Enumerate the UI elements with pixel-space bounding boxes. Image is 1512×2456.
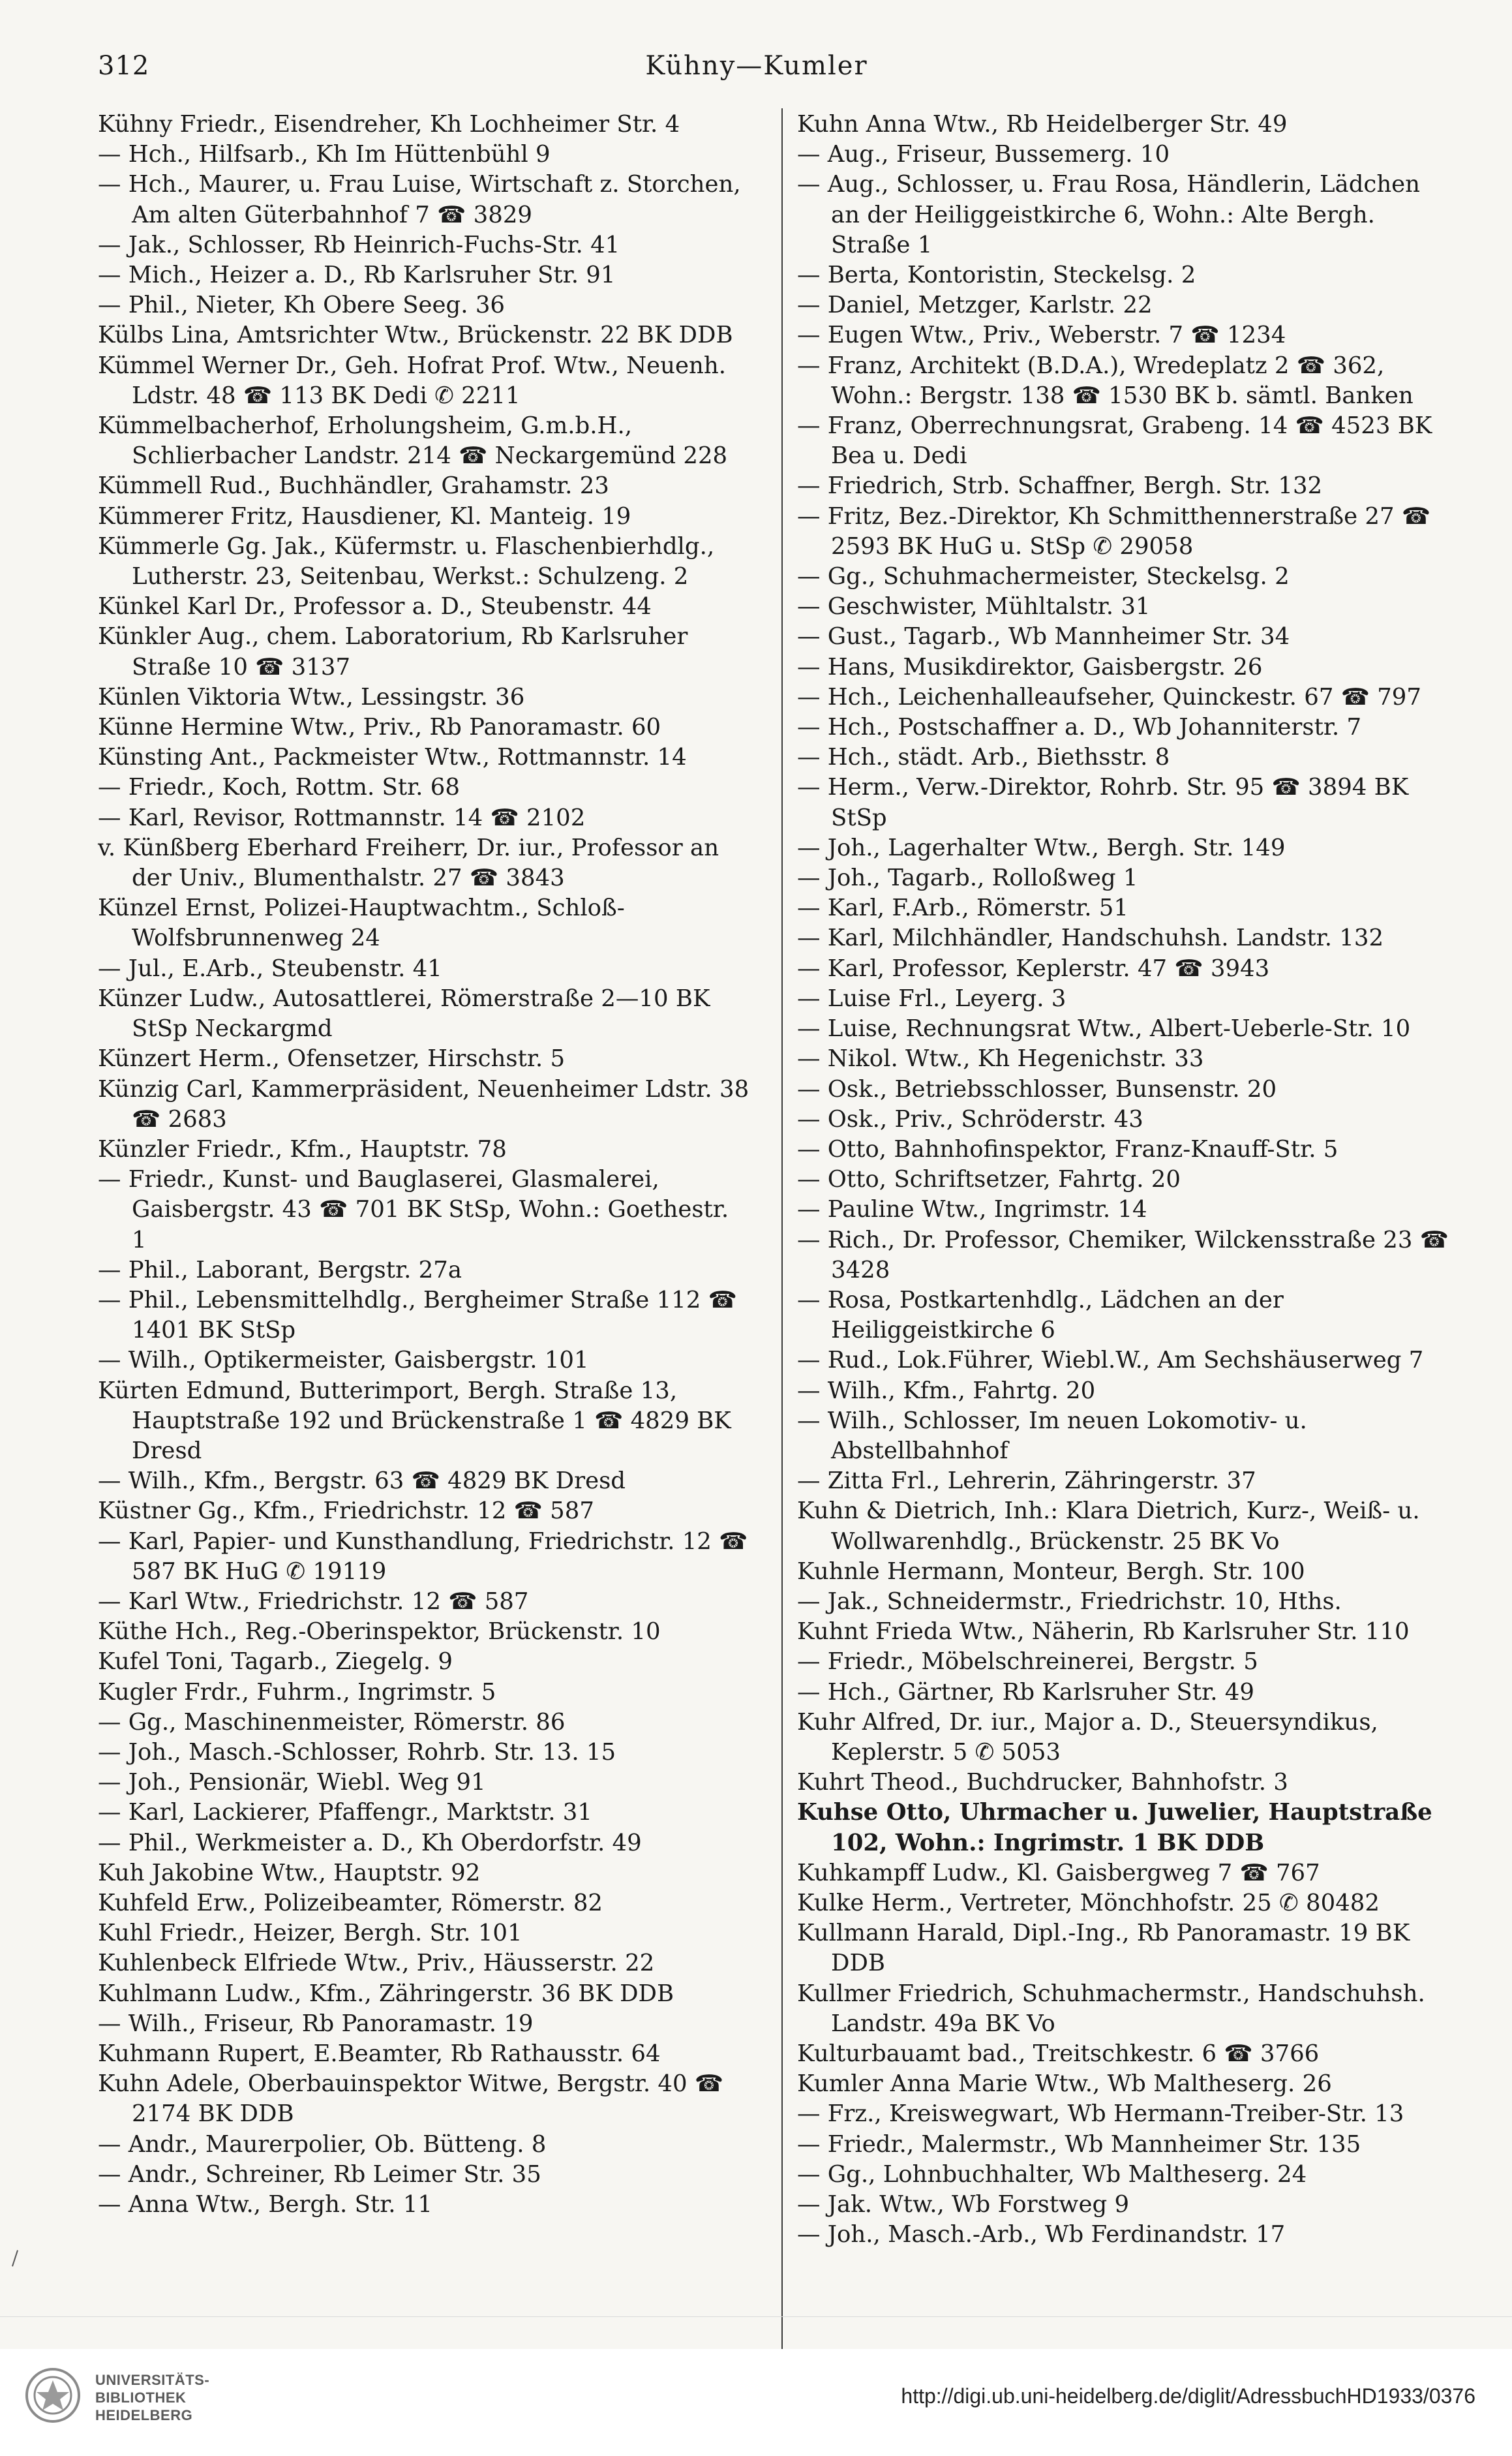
directory-entry: — Berta, Kontoristin, Steckelsg. 2: [797, 262, 1196, 289]
directory-entry: — Anna Wtw., Bergh. Str. 11: [98, 2191, 432, 2218]
directory-entry: — Herm., Verw.-Direktor, Rohrb. Str. 95 ☎ 3894 BK StSp: [797, 774, 1409, 831]
directory-entry: Kugler Frdr., Fuhrm., Ingrimstr. 5: [98, 1678, 496, 1706]
logo-line: UNIVERSITÄTS-: [95, 2372, 210, 2388]
directory-entry: — Phil., Lebensmittelhdlg., Bergheimer Straße 112 ☎ 1401 BK StSp: [98, 1286, 737, 1344]
directory-entry: — Osk., Priv., Schröderstr. 43: [797, 1105, 1143, 1133]
directory-entry: v. Künßberg Eberhard Freiherr, Dr. iur., Professor an der Univ., Blumenthalstr. 27 ☎ 3843: [98, 834, 719, 892]
directory-entry: — Friedr., Kunst- und Bauglaserei, Glasmalerei, Gaisbergstr. 43 ☎ 701 BK StSp, Wohn.: Goethestr. 1: [98, 1166, 729, 1253]
directory-entry: — Aug., Friseur, Bussemerg. 10: [797, 141, 1170, 168]
directory-entry: Künkel Karl Dr., Professor a. D., Steubenstr. 44: [98, 593, 652, 621]
directory-entry: Kuhrt Theod., Buchdrucker, Bahnhofstr. 3: [797, 1769, 1288, 1796]
directory-entry: — Rud., Lok.Führer, Wiebl.W., Am Sechshäuserweg 7: [797, 1347, 1424, 1374]
directory-entry: Kümmerle Gg. Jak., Küfermstr. u. Flaschenbierhdlg., Lutherstr. 23, Seitenbau, Werkst.: Schulzeng. 2: [98, 532, 715, 591]
directory-entry: — Wilh., Friseur, Rb Panoramastr. 19: [98, 2010, 534, 2037]
directory-entry: — Geschwister, Mühltalstr. 31: [797, 593, 1151, 621]
directory-entry: — Frz., Kreiswegwart, Wb Hermann-Treiber-Str. 13: [797, 2100, 1404, 2128]
directory-entry: — Hch., Postschaffner a. D., Wb Johanniterstr. 7: [797, 714, 1362, 741]
directory-entry: — Hch., städt. Arb., Biethsstr. 8: [797, 744, 1170, 771]
directory-entry: Künkler Aug., chem. Laboratorium, Rb Karlsruher Straße 10 ☎ 3137: [98, 623, 688, 681]
directory-entry: Kulturbauamt bad., Treitschkestr. 6 ☎ 3766: [797, 2040, 1320, 2067]
directory-entry: Kuhse Otto, Uhrmacher u. Juwelier, Hauptstraße 102, Wohn.: Ingrimstr. 1 BK DDB: [797, 1799, 1432, 1856]
running-head: Kühny—Kumler: [645, 51, 868, 81]
directory-entry: — Friedr., Möbelschreinerei, Bergstr. 5: [797, 1648, 1258, 1676]
directory-entry: — Phil., Nieter, Kh Obere Seeg. 36: [98, 292, 506, 319]
directory-entry: — Friedr., Koch, Rottm. Str. 68: [98, 774, 460, 801]
library-logo[interactable]: [23, 2362, 239, 2434]
directory-entry: Kuh Jakobine Wtw., Hauptstr. 92: [98, 1859, 481, 1886]
directory-entry: — Gust., Tagarb., Wb Mannheimer Str. 34: [797, 623, 1290, 651]
directory-entry: Künlen Viktoria Wtw., Lessingstr. 36: [98, 683, 525, 711]
directory-entry: — Hch., Maurer, u. Frau Luise, Wirtschaft z. Storchen, Am alten Güterbahnhof 7 ☎ 3829: [98, 171, 741, 228]
directory-entry: — Joh., Pensionär, Wiebl. Weg 91: [98, 1769, 486, 1796]
directory-entry: Kümmell Rud., Buchhändler, Grahamstr. 23: [98, 472, 609, 500]
directory-entry: — Karl, F.Arb., Römerstr. 51: [797, 895, 1128, 922]
directory-entry: — Osk., Betriebsschlosser, Bunsenstr. 20: [797, 1075, 1277, 1103]
directory-entry: Kümmelbacherhof, Erholungsheim, G.m.b.H., Schlierbacher Landstr. 214 ☎ Neckargemünd 228: [98, 412, 728, 470]
directory-entry: — Joh., Masch.-Arb., Wb Ferdinandstr. 17: [797, 2221, 1286, 2249]
directory-entry: — Wilh., Schlosser, Im neuen Lokomotiv- u. Abstellbahnhof: [797, 1407, 1307, 1464]
page-number: 312: [98, 51, 150, 81]
directory-entry: — Luise Frl., Leyerg. 3: [797, 985, 1066, 1012]
directory-entry: — Rich., Dr. Professor, Chemiker, Wilckensstraße 23 ☎ 3428: [797, 1226, 1449, 1283]
directory-entry: — Otto, Schriftsetzer, Fahrtg. 20: [797, 1166, 1181, 1193]
library-name: [95, 2371, 245, 2424]
directory-entry: Kuhkampff Ludw., Kl. Gaisbergweg 7 ☎ 767: [797, 1859, 1320, 1886]
directory-entry: Kümmerer Fritz, Hausdiener, Kl. Manteig. 19: [98, 502, 631, 530]
directory-entry: Künzer Ludw., Autosattlerei, Römerstraße 2—10 BK StSp Neckargmd: [98, 985, 710, 1043]
margin-mark: [12, 2250, 18, 2266]
directory-entry: Kuhr Alfred, Dr. iur., Major a. D., Steuersyndikus, Keplerstr. 5 ✆ 5053: [797, 1708, 1378, 1766]
directory-entry: — Hch., Hilfsarb., Kh Im Hüttenbühl 9: [98, 141, 551, 168]
directory-entry: — Mich., Heizer a. D., Rb Karlsruher Str. 91: [98, 262, 616, 289]
directory-entry: — Gg., Schuhmachermeister, Steckelsg. 2: [797, 563, 1290, 591]
directory-entry: — Karl, Milchhändler, Handschuhsh. Landstr. 132: [797, 925, 1384, 952]
directory-entry: — Joh., Masch.-Schlosser, Rohrb. Str. 13. 15: [98, 1738, 616, 1766]
directory-entry: — Franz, Oberrechnungsrat, Grabeng. 14 ☎ 4523 BK Bea u. Dedi: [797, 412, 1432, 470]
directory-entry: Küthe Hch., Reg.-Oberinspektor, Brückenstr. 10: [98, 1618, 661, 1646]
directory-entry: Kullmann Harald, Dipl.-Ing., Rb Panoramastr. 19 BK DDB: [797, 1920, 1410, 1977]
directory-entry: Kuhmann Rupert, E.Beamter, Rb Rathausstr. 64: [98, 2040, 661, 2067]
directory-entry: Kürten Edmund, Butterimport, Bergh. Straße 13, Hauptstraße 192 und Brückenstraße 1 ☎ 4829 BK Dresd: [98, 1377, 731, 1464]
directory-entry: — Jak., Schneidermstr., Friedrichstr. 10, Hths.: [797, 1588, 1342, 1615]
directory-entry: — Aug., Schlosser, u. Frau Rosa, Händlerin, Lädchen an der Heiliggeistkirche 6, Wohn.: Alte Bergh. Straße 1: [797, 171, 1421, 258]
directory-entry: Künne Hermine Wtw., Priv., Rb Panoramastr. 60: [98, 714, 661, 741]
directory-entry: — Rosa, Postkartenhdlg., Lädchen an der Heiliggeistkirche 6: [797, 1286, 1284, 1344]
directory-entry: — Hans, Musikdirektor, Gaisbergstr. 26: [797, 653, 1263, 681]
directory-entry: Kumler Anna Marie Wtw., Wb Maltheserg. 26: [797, 2070, 1332, 2098]
directory-entry: Küstner Gg., Kfm., Friedrichstr. 12 ☎ 587: [98, 1497, 594, 1525]
left-column: [98, 110, 750, 2220]
column-divider: [781, 108, 783, 2366]
directory-entry: Kuhn Adele, Oberbauinspektor Witwe, Bergstr. 40 ☎ 2174 BK DDB: [98, 2070, 724, 2128]
directory-entry: Kümmel Werner Dr., Geh. Hofrat Prof. Wtw., Neuenh. Ldstr. 48 ☎ 113 BK Dedi ✆ 2211: [98, 352, 727, 409]
directory-entry: Kufel Toni, Tagarb., Ziegelg. 9: [98, 1648, 453, 1676]
directory-entry: — Joh., Lagerhalter Wtw., Bergh. Str. 149: [797, 834, 1286, 861]
directory-entry: — Zitta Frl., Lehrerin, Zähringerstr. 37: [797, 1467, 1256, 1495]
directory-entry: — Nikol. Wtw., Kh Hegenichstr. 33: [797, 1045, 1204, 1073]
directory-entry: — Jul., E.Arb., Steubenstr. 41: [98, 955, 442, 982]
directory-entry: Künzler Friedr., Kfm., Hauptstr. 78: [98, 1135, 507, 1163]
viewer-footer: [0, 2349, 1512, 2456]
page-header: [98, 51, 1415, 90]
directory-entry: — Fritz, Bez.-Direktor, Kh Schmitthennerstraße 27 ☎ 2593 BK HuG u. StSp ✆ 29058: [797, 502, 1431, 560]
directory-entry: — Karl, Professor, Keplerstr. 47 ☎ 3943: [797, 955, 1270, 982]
directory-entry: — Karl, Papier- und Kunsthandlung, Friedrichstr. 12 ☎ 587 BK HuG ✆ 19119: [98, 1527, 748, 1585]
directory-entry: — Otto, Bahnhofinspektor, Franz-Knauff-Str. 5: [797, 1135, 1338, 1163]
directory-entry: — Wilh., Kfm., Fahrtg. 20: [797, 1377, 1096, 1404]
footer-rule: [0, 2316, 1512, 2317]
directory-entry: — Eugen Wtw., Priv., Weberstr. 7 ☎ 1234: [797, 322, 1286, 349]
directory-entry: Künzert Herm., Ofensetzer, Hirschstr. 5: [98, 1045, 566, 1073]
directory-entry: Kuhl Friedr., Heizer, Bergh. Str. 101: [98, 1920, 522, 1947]
directory-entry: — Joh., Tagarb., Rolloßweg 1: [797, 865, 1138, 892]
directory-entry: Kuhlenbeck Elfriede Wtw., Priv., Häusserstr. 22: [98, 1950, 655, 1977]
directory-entry: — Gg., Maschinenmeister, Römerstr. 86: [98, 1708, 566, 1736]
directory-entry: Kuhn Anna Wtw., Rb Heidelberger Str. 49: [797, 111, 1288, 138]
directory-entry: — Jak. Wtw., Wb Forstweg 9: [797, 2191, 1130, 2218]
directory-entry: Kuhnle Hermann, Monteur, Bergh. Str. 100: [797, 1558, 1305, 1585]
directory-entry: Külbs Lina, Amtsrichter Wtw., Brückenstr. 22 BK DDB: [98, 322, 733, 349]
directory-entry: — Karl, Revisor, Rottmannstr. 14 ☎ 2102: [98, 804, 586, 831]
logo-line: BIBLIOTHEK: [95, 2389, 187, 2406]
directory-entry: — Franz, Architekt (B.D.A.), Wredeplatz 2 ☎ 362, Wohn.: Bergstr. 138 ☎ 1530 BK b. sämtl. Banken: [797, 352, 1414, 409]
directory-entry: — Luise, Rechnungsrat Wtw., Albert-Ueberle-Str. 10: [797, 1015, 1411, 1043]
directory-entry: Künzel Ernst, Polizei-Hauptwachtm., Schloß-Wolfsbrunnenweg 24: [98, 895, 625, 952]
directory-entry: — Andr., Maurerpolier, Ob. Bütteng. 8: [98, 2130, 547, 2158]
directory-entry: — Pauline Wtw., Ingrimstr. 14: [797, 1196, 1147, 1223]
directory-entry: Kuhn & Dietrich, Inh.: Klara Dietrich, Kurz-, Weiß- u. Wollwarenhdlg., Brückenstr. 25 BK Vo: [797, 1497, 1420, 1555]
source-url[interactable]: http://digi.ub.uni-heidelberg.de/diglit/AdressbuchHD1933/0376: [901, 2384, 1475, 2408]
directory-entry: — Wilh., Kfm., Bergstr. 63 ☎ 4829 BK Dresd: [98, 1467, 626, 1495]
directory-entry: — Daniel, Metzger, Karlstr. 22: [797, 292, 1153, 319]
logo-line: HEIDELBERG: [95, 2407, 193, 2423]
directory-entry: — Friedr., Malermstr., Wb Mannheimer Str. 135: [797, 2130, 1361, 2158]
directory-entry: — Hch., Leichenhalleaufseher, Quinckestr. 67 ☎ 797: [797, 683, 1421, 711]
directory-entry: — Wilh., Optikermeister, Gaisbergstr. 101: [98, 1347, 589, 1374]
library-seal-icon: [23, 2366, 82, 2425]
directory-entry: Kühny Friedr., Eisendreher, Kh Lochheimer Str. 4: [98, 111, 680, 138]
right-column: [797, 110, 1449, 2250]
directory-entry: — Karl, Lackierer, Pfaffengr., Marktstr. 31: [98, 1799, 592, 1826]
directory-entry: — Hch., Gärtner, Rb Karlsruher Str. 49: [797, 1678, 1254, 1706]
directory-entry: Kuhnt Frieda Wtw., Näherin, Rb Karlsruher Str. 110: [797, 1618, 1410, 1646]
directory-entry: Kullmer Friedrich, Schuhmachermstr., Handschuhsh. Landstr. 49a BK Vo: [797, 1980, 1425, 2037]
directory-entry: — Andr., Schreiner, Rb Leimer Str. 35: [98, 2160, 541, 2188]
directory-entry: — Phil., Werkmeister a. D., Kh Oberdorfstr. 49: [98, 1829, 642, 1856]
directory-entry: — Friedrich, Strb. Schaffner, Bergh. Str. 132: [797, 472, 1323, 500]
directory-entry: Kulke Herm., Vertreter, Mönchhofstr. 25 ✆ 80482: [797, 1889, 1380, 1916]
directory-entry: Kuhlmann Ludw., Kfm., Zähringerstr. 36 BK DDB: [98, 1980, 674, 2007]
directory-entry: Kuhfeld Erw., Polizeibeamter, Römerstr. 82: [98, 1889, 603, 1916]
directory-entry: — Phil., Laborant, Bergstr. 27a: [98, 1256, 462, 1283]
directory-entry: Künsting Ant., Packmeister Wtw., Rottmannstr. 14: [98, 744, 687, 771]
directory-entry: — Gg., Lohnbuchhalter, Wb Maltheserg. 24: [797, 2160, 1307, 2188]
directory-entry: — Jak., Schlosser, Rb Heinrich-Fuchs-Str. 41: [98, 231, 620, 258]
directory-entry: Künzig Carl, Kammerpräsident, Neuenheimer Ldstr. 38 ☎ 2683: [98, 1075, 749, 1133]
directory-entry: — Karl Wtw., Friedrichstr. 12 ☎ 587: [98, 1588, 529, 1615]
